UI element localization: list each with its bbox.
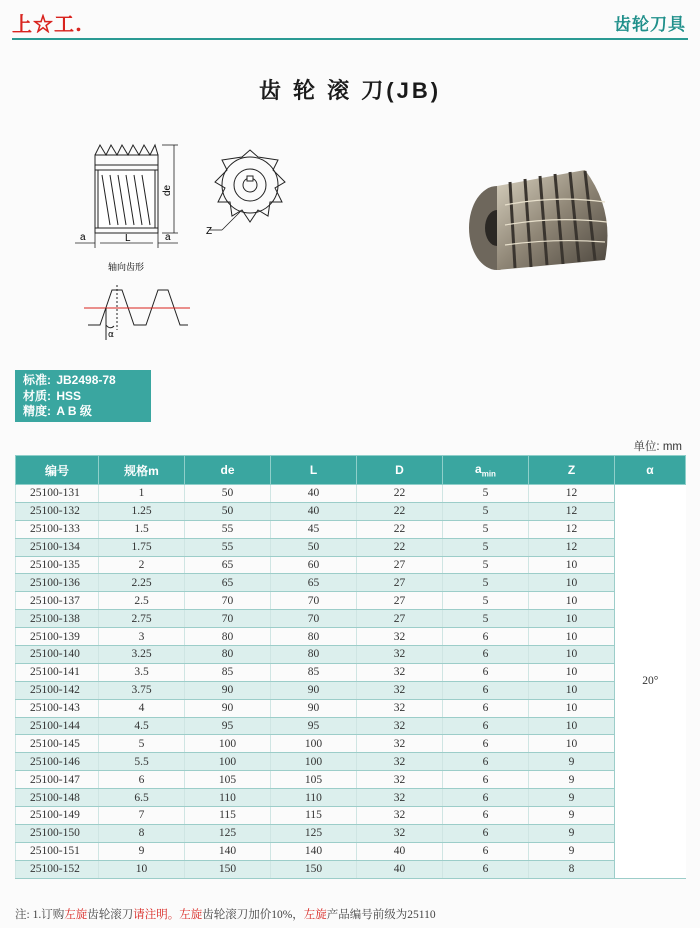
col-header-amin [443,456,529,485]
table-header-row [16,456,686,485]
cell-d: 32 [357,735,443,753]
table-body [16,485,686,879]
note-red-3: 左旋 [303,909,327,921]
spec-table [15,455,686,879]
cell-module: 3.25 [99,646,185,664]
amin-sub: min [481,469,496,479]
brand-logo: 上☆工. [12,12,83,36]
cell-code: 25100-147 [16,771,99,789]
col-header-alpha: α [615,456,686,485]
category-title: 齿轮刀具 [614,15,686,34]
col-header-d: D [357,456,443,485]
cell-de: 90 [185,699,271,717]
table-row [16,592,686,610]
cell-module: 9 [99,842,185,860]
cell-code: 25100-131 [16,485,99,503]
cell-code: 25100-139 [16,628,99,646]
unit-label: 单位: mm [633,441,682,453]
cell-amin: 5 [443,502,529,520]
cell-l: 65 [271,574,357,592]
cell-de: 95 [185,717,271,735]
table-row [16,610,686,628]
grade-line [23,404,143,420]
cell-l: 80 [271,628,357,646]
cell-amin: 5 [443,485,529,503]
cell-d: 32 [357,771,443,789]
cell-module: 7 [99,807,185,825]
cell-l: 80 [271,646,357,664]
cell-d: 32 [357,824,443,842]
cell-de: 55 [185,538,271,556]
table-row [16,807,686,825]
cell-module: 6 [99,771,185,789]
cell-l: 70 [271,610,357,628]
cell-de: 50 [185,502,271,520]
cell-de: 90 [185,681,271,699]
cell-code: 25100-138 [16,610,99,628]
grade-label: 精度: [23,404,51,418]
cell-z: 10 [529,717,615,735]
footnote [15,906,436,922]
cell-de: 140 [185,842,271,860]
cell-code: 25100-134 [16,538,99,556]
cell-d: 22 [357,485,443,503]
cell-amin: 5 [443,538,529,556]
col-header-code: 编号 [16,456,99,485]
cell-de: 85 [185,663,271,681]
header-divider [12,38,688,40]
cell-module: 4 [99,699,185,717]
col-header-z: Z [529,456,615,485]
cell-d: 27 [357,610,443,628]
note-mid-1: 齿轮滚刀 [87,909,134,921]
page-header [0,0,700,40]
amin-main: a [475,461,482,476]
table-row [16,824,686,842]
grade-value: A B 级 [56,404,92,418]
cell-amin: 6 [443,646,529,664]
cell-amin: 5 [443,520,529,538]
cell-de: 100 [185,753,271,771]
cell-l: 50 [271,538,357,556]
cell-amin: 6 [443,860,529,878]
cell-module: 2.75 [99,610,185,628]
cell-z: 10 [529,681,615,699]
cell-d: 22 [357,502,443,520]
cell-d: 27 [357,574,443,592]
cell-z: 10 [529,735,615,753]
cell-module: 2.25 [99,574,185,592]
cell-d: 27 [357,556,443,574]
cell-l: 105 [271,771,357,789]
cell-code: 25100-142 [16,681,99,699]
standard-value: JB2498-78 [56,373,116,387]
cell-l: 95 [271,717,357,735]
cell-module: 1.75 [99,538,185,556]
table-row [16,646,686,664]
table-row [16,556,686,574]
material-line [23,389,143,405]
table-row [16,717,686,735]
cell-code: 25100-133 [16,520,99,538]
cell-module: 1.5 [99,520,185,538]
note-suffix: 产品编号前级为25110 [326,909,436,921]
page-title: 齿 轮 滚 刀(JB) [258,78,442,103]
col-header-l: L [271,456,357,485]
hob-front-view [215,150,285,222]
cell-amin: 6 [443,807,529,825]
cell-z: 8 [529,860,615,878]
cell-d: 32 [357,789,443,807]
cell-code: 25100-146 [16,753,99,771]
cell-z: 10 [529,646,615,664]
cell-code: 25100-152 [16,860,99,878]
cell-d: 32 [357,807,443,825]
cell-module: 3 [99,628,185,646]
cell-z: 10 [529,592,615,610]
dim-a-right-label: a [165,232,171,243]
cell-l: 100 [271,735,357,753]
cell-module: 10 [99,860,185,878]
cell-z: 10 [529,663,615,681]
cell-d: 40 [357,860,443,878]
cell-l: 45 [271,520,357,538]
cell-code: 25100-145 [16,735,99,753]
note-prefix: 注: 1.订购 [15,909,65,921]
cell-l: 85 [271,663,357,681]
cell-code: 25100-148 [16,789,99,807]
note-red-1: 左旋 [64,909,88,921]
table-row [16,735,686,753]
table-row [16,699,686,717]
cell-amin: 6 [443,842,529,860]
dim-z-label: Z [206,226,213,237]
table-row [16,681,686,699]
standard-line [23,373,143,389]
cell-module: 4.5 [99,717,185,735]
cell-l: 40 [271,485,357,503]
cell-l: 150 [271,860,357,878]
cell-amin: 6 [443,699,529,717]
cell-l: 90 [271,681,357,699]
cell-amin: 5 [443,610,529,628]
table-row [16,753,686,771]
table-row [16,628,686,646]
cell-d: 32 [357,681,443,699]
material-label: 材质: [23,388,51,403]
cell-l: 100 [271,753,357,771]
cell-amin: 6 [443,771,529,789]
cell-code: 25100-149 [16,807,99,825]
cell-z: 12 [529,485,615,503]
cell-module: 3.75 [99,681,185,699]
cell-module: 1.25 [99,502,185,520]
cell-l: 115 [271,807,357,825]
col-header-de: de [185,456,271,485]
standard-label: 标准: [23,373,51,387]
cell-l: 70 [271,592,357,610]
cell-l: 140 [271,842,357,860]
table-row [16,789,686,807]
cell-d: 32 [357,717,443,735]
material-value: HSS [56,388,82,403]
cell-z: 9 [529,807,615,825]
cell-de: 125 [185,824,271,842]
table-row [16,502,686,520]
table-row [16,842,686,860]
cell-amin: 5 [443,574,529,592]
cell-d: 27 [357,592,443,610]
cell-code: 25100-132 [16,502,99,520]
table-row [16,520,686,538]
cell-amin: 6 [443,789,529,807]
cell-amin: 6 [443,681,529,699]
cell-module: 8 [99,824,185,842]
cell-de: 80 [185,646,271,664]
cell-de: 50 [185,485,271,503]
cell-de: 80 [185,628,271,646]
table-row [16,663,686,681]
cell-de: 70 [185,592,271,610]
cell-d: 40 [357,842,443,860]
cell-amin: 5 [443,592,529,610]
dim-l-label: L [125,233,131,244]
cell-code: 25100-144 [16,717,99,735]
axial-profile-caption: 轴向齿形 [108,263,145,273]
cell-z: 10 [529,610,615,628]
cell-z: 9 [529,842,615,860]
table-row [16,574,686,592]
cell-amin: 5 [443,556,529,574]
spec-info-box [15,370,151,422]
cell-z: 10 [529,574,615,592]
cell-d: 32 [357,699,443,717]
cell-de: 105 [185,771,271,789]
cell-module: 5 [99,735,185,753]
cell-z: 10 [529,556,615,574]
table-row [16,771,686,789]
note-mid-2: 齿轮滚刀加价10%， [202,909,304,921]
cell-l: 40 [271,502,357,520]
cell-module: 2.5 [99,592,185,610]
cell-code: 25100-141 [16,663,99,681]
cell-l: 90 [271,699,357,717]
cell-z: 10 [529,628,615,646]
cell-module: 5.5 [99,753,185,771]
cell-code: 25100-140 [16,646,99,664]
cell-l: 125 [271,824,357,842]
cell-d: 32 [357,663,443,681]
cell-de: 55 [185,520,271,538]
table-row [16,538,686,556]
cell-d: 32 [357,646,443,664]
cell-amin: 6 [443,663,529,681]
cell-amin: 6 [443,628,529,646]
cell-d: 22 [357,538,443,556]
axial-tooth-profile [84,285,190,340]
hob-technical-drawing [70,130,310,345]
cell-z: 12 [529,520,615,538]
hob-side-view [95,145,158,233]
cell-z: 9 [529,753,615,771]
cell-module: 2 [99,556,185,574]
cell-code: 25100-150 [16,824,99,842]
cell-code: 25100-137 [16,592,99,610]
cell-z: 9 [529,771,615,789]
gear-hob-photo [455,150,635,290]
cell-amin: 6 [443,824,529,842]
cell-d: 32 [357,753,443,771]
cell-l: 60 [271,556,357,574]
cell-z: 12 [529,502,615,520]
cell-de: 65 [185,556,271,574]
cell-amin: 6 [443,735,529,753]
cell-module: 1 [99,485,185,503]
cell-code: 25100-151 [16,842,99,860]
cell-code: 25100-135 [16,556,99,574]
cell-d: 22 [357,520,443,538]
cell-z: 10 [529,699,615,717]
cell-de: 100 [185,735,271,753]
table-row [16,860,686,878]
cell-alpha: 20° [615,485,686,879]
cell-de: 70 [185,610,271,628]
cell-de: 150 [185,860,271,878]
cell-amin: 6 [443,717,529,735]
profile-alpha-label: α [108,330,114,340]
cell-module: 3.5 [99,663,185,681]
cell-de: 65 [185,574,271,592]
cell-module: 6.5 [99,789,185,807]
cell-code: 25100-136 [16,574,99,592]
col-header-module: 规格m [99,456,185,485]
cell-z: 9 [529,789,615,807]
dim-de-label: de [162,184,173,196]
dim-a-left-label: a [80,232,86,243]
cell-z: 12 [529,538,615,556]
cell-d: 32 [357,628,443,646]
cell-code: 25100-143 [16,699,99,717]
cell-amin: 6 [443,753,529,771]
cell-de: 110 [185,789,271,807]
cell-z: 9 [529,824,615,842]
cell-l: 110 [271,789,357,807]
note-red-2: 请注明。左旋 [133,909,203,921]
cell-de: 115 [185,807,271,825]
table-row [16,485,686,503]
